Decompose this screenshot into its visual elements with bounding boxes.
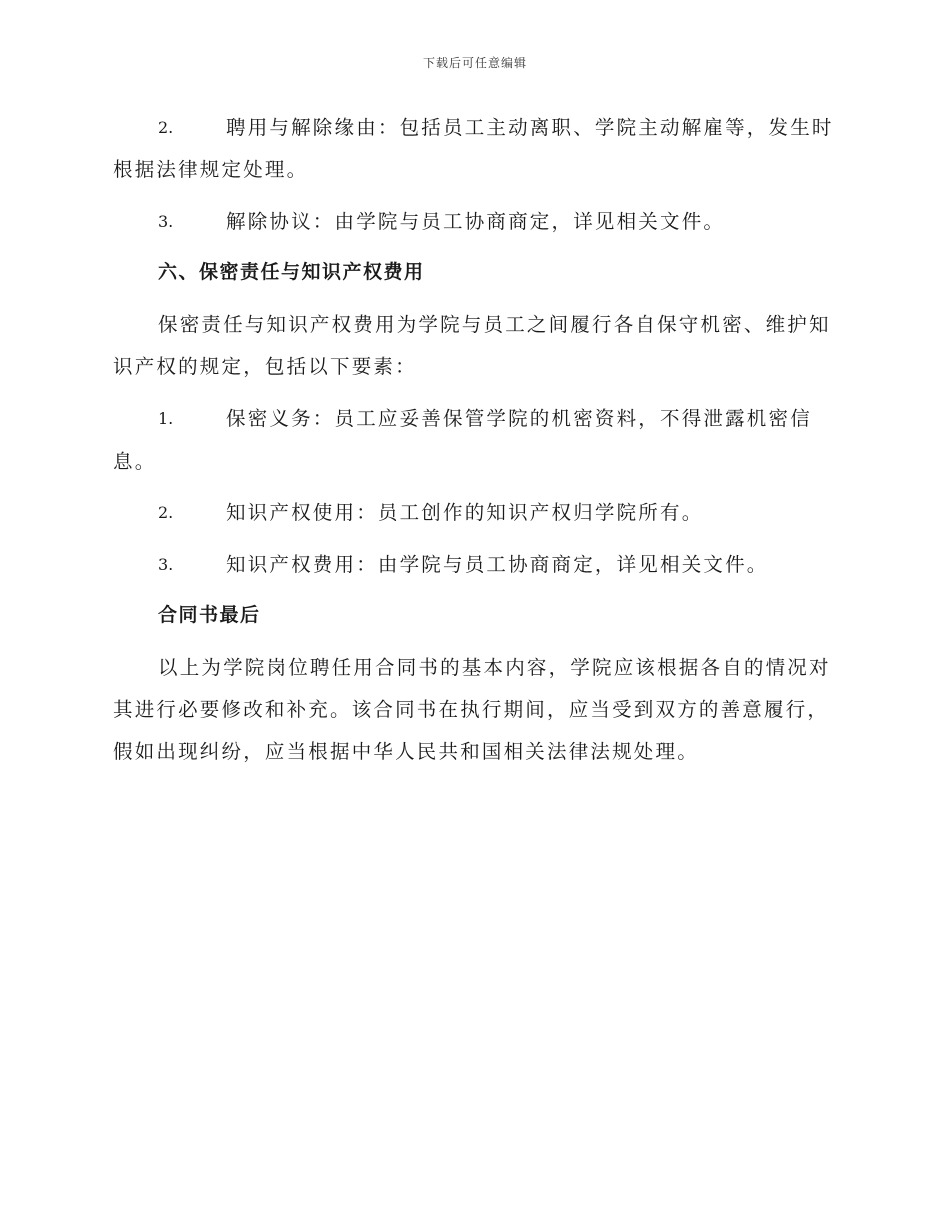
list-number: 3. [158,212,174,231]
list-item-text: 知识产权费用：由学院与员工协商商定，详见相关文件。 [226,553,769,576]
list-number: 2. [158,118,174,137]
list-item-text-continued: 根据法律规定处理。 [113,158,309,181]
page-header-note: 下载后可任意编辑 [422,56,527,70]
paragraph-line: 保密责任与知识产权费用为学院与员工之间履行各自保守机密、维护知 [158,313,831,336]
paragraph-line: 识产权的规定，包括以下要素： [113,355,417,378]
section-heading: 六、保密责任与知识产权费用 [158,261,425,283]
paragraph-line: 其进行必要修改和补充。该合同书在执行期间，应当受到双方的善意履行， [113,698,830,721]
section-heading: 合同书最后 [158,604,261,626]
list-item-text: 聘用与解除缘由：包括员工主动离职、学院主动解雇等，发生时 [226,116,834,139]
list-item-text-continued: 息。 [113,450,157,473]
list-item-text: 知识产权使用：员工创作的知识产权归学院所有。 [226,501,704,524]
list-item-text: 解除协议：由学院与员工协商商定，详见相关文件。 [226,210,726,233]
paragraph-line: 以上为学院岗位聘任用合同书的基本内容，学院应该根据各自的情况对 [158,656,831,679]
list-number: 1. [158,409,174,428]
list-number: 3. [158,555,174,574]
paragraph-line: 假如出现纠纷，应当根据中华人民共和国相关法律法规处理。 [113,740,699,763]
list-number: 2. [158,503,174,522]
list-item-text: 保密义务：员工应妥善保管学院的机密资料，不得泄露机密信 [226,407,812,430]
